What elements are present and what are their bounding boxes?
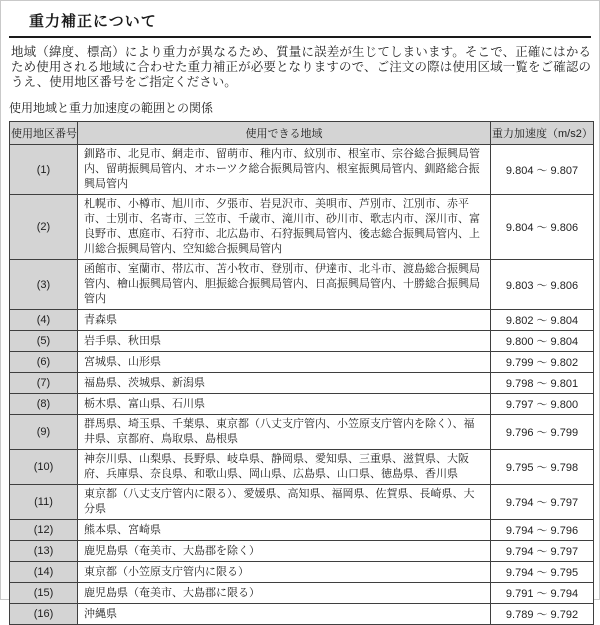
table-row	[10, 520, 594, 541]
table-row	[10, 195, 594, 260]
intro-paragraph: 地域（緯度、標高）により重力が異なるため、質量に誤差が生じてしまいます。そこで、正確にはかるため使用される地域に合わせた重力補正が必要となりますので、ご注文の際は使用区域一覧をご確認のうえ、使用地区番号をご指定ください。	[11, 45, 591, 89]
usage-table-body	[10, 145, 594, 625]
gravity-range-cell: 9.802 ～ 9.804	[491, 310, 594, 331]
gravity-range-cell: 9.798 ～ 9.801	[491, 373, 594, 394]
usable-area-cell: 函館市、室蘭市、帯広市、苫小牧市、登別市、伊達市、北斗市、渡島総合振興局管内、檜山振興局管内、胆振総合振興局管内、日高振興局管内、十勝総合振興局管内	[78, 260, 491, 310]
usable-area-cell: 群馬県、埼玉県、千葉県、東京都（八丈支庁管内、小笠原支庁管内を除く）、福井県、京都府、鳥取県、島根県	[78, 415, 491, 450]
district-number-cell: (4)	[10, 310, 78, 331]
usable-area-cell: 札幌市、小樽市、旭川市、夕張市、岩見沢市、美唄市、芦別市、江別市、赤平市、士別市、名寄市、三笠市、千歳市、滝川市、砂川市、歌志内市、深川市、富良野市、恵庭市、石狩市、北広島市、石狩振興局管内、後志総合振興局管内、上川総合振興局管内、空知総合振興局管内	[78, 195, 491, 260]
table-row	[10, 394, 594, 415]
usable-area-cell: 神奈川県、山梨県、長野県、岐阜県、静岡県、愛知県、三重県、滋賀県、大阪府、兵庫県、奈良県、和歌山県、岡山県、広島県、山口県、徳島県、香川県	[78, 450, 491, 485]
table-row	[10, 373, 594, 394]
usable-area-cell: 岩手県、秋田県	[78, 331, 491, 352]
usable-area-cell: 鹿児島県（奄美市、大島郡に限る）	[78, 583, 491, 604]
district-number-cell: (7)	[10, 373, 78, 394]
usable-area-cell: 東京都（小笠原支庁管内に限る）	[78, 562, 491, 583]
district-number-cell: (3)	[10, 260, 78, 310]
gravity-range-cell: 9.803 ～ 9.806	[491, 260, 594, 310]
usable-area-cell: 宮城県、山形県	[78, 352, 491, 373]
gravity-range-cell: 9.794 ～ 9.797	[491, 541, 594, 562]
gravity-range-cell: 9.791 ～ 9.794	[491, 583, 594, 604]
district-number-cell: (9)	[10, 415, 78, 450]
table-row	[10, 450, 594, 485]
gravity-range-cell: 9.794 ～ 9.797	[491, 485, 594, 520]
gravity-range-cell: 9.799 ～ 9.802	[491, 352, 594, 373]
header-usable-area: 使用できる地域	[78, 122, 491, 145]
table-row	[10, 415, 594, 450]
usable-area-cell: 釧路市、北見市、網走市、留萌市、稚内市、紋別市、根室市、宗谷総合振興局管内、留萌振興局管内、オホーツク総合振興局管内、根室振興局管内、釧路総合振興局管内	[78, 145, 491, 195]
usable-area-cell: 青森県	[78, 310, 491, 331]
gravity-usage-table	[9, 121, 594, 625]
table-header	[10, 122, 594, 145]
table-row	[10, 145, 594, 195]
district-number-cell: (12)	[10, 520, 78, 541]
gravity-range-cell: 9.794 ～ 9.795	[491, 562, 594, 583]
gravity-range-cell: 9.794 ～ 9.796	[491, 520, 594, 541]
table-row	[10, 604, 594, 625]
gravity-range-cell: 9.795 ～ 9.798	[491, 450, 594, 485]
gravity-range-cell: 9.800 ～ 9.804	[491, 331, 594, 352]
usable-area-cell: 栃木県、富山県、石川県	[78, 394, 491, 415]
table-row	[10, 562, 594, 583]
usable-area-cell: 鹿児島県（奄美市、大島郡を除く）	[78, 541, 491, 562]
table-row	[10, 331, 594, 352]
gravity-range-cell: 9.797 ～ 9.800	[491, 394, 594, 415]
district-number-cell: (6)	[10, 352, 78, 373]
table-row	[10, 541, 594, 562]
table-row	[10, 260, 594, 310]
table-row	[10, 310, 594, 331]
header-gravity-acceleration: 重力加速度（m/s2）	[491, 122, 594, 145]
table-row	[10, 485, 594, 520]
district-number-cell: (14)	[10, 562, 78, 583]
district-number-cell: (2)	[10, 195, 78, 260]
district-number-cell: (10)	[10, 450, 78, 485]
page-title: 重力補正について	[29, 13, 157, 30]
district-number-cell: (5)	[10, 331, 78, 352]
table-header-row	[10, 122, 594, 145]
title-rule	[9, 36, 591, 38]
usable-area-cell: 沖縄県	[78, 604, 491, 625]
gravity-range-cell: 9.804 ～ 9.806	[491, 195, 594, 260]
gravity-range-cell: 9.789 ～ 9.792	[491, 604, 594, 625]
usable-area-cell: 熊本県、宮崎県	[78, 520, 491, 541]
gravity-range-cell: 9.804 ～ 9.807	[491, 145, 594, 195]
table-row	[10, 352, 594, 373]
usable-area-cell: 東京都（八丈支庁管内に限る）、愛媛県、高知県、福岡県、佐賀県、長崎県、大分県	[78, 485, 491, 520]
gravity-range-cell: 9.796 ～ 9.799	[491, 415, 594, 450]
district-number-cell: (1)	[10, 145, 78, 195]
district-number-cell: (16)	[10, 604, 78, 625]
district-number-cell: (8)	[10, 394, 78, 415]
header-district-number: 使用地区番号	[10, 122, 78, 145]
district-number-cell: (11)	[10, 485, 78, 520]
district-number-cell: (15)	[10, 583, 78, 604]
table-caption: 使用地域と重力加速度の範囲との関係	[9, 101, 214, 115]
table-row	[10, 583, 594, 604]
usable-area-cell: 福島県、茨城県、新潟県	[78, 373, 491, 394]
district-number-cell: (13)	[10, 541, 78, 562]
